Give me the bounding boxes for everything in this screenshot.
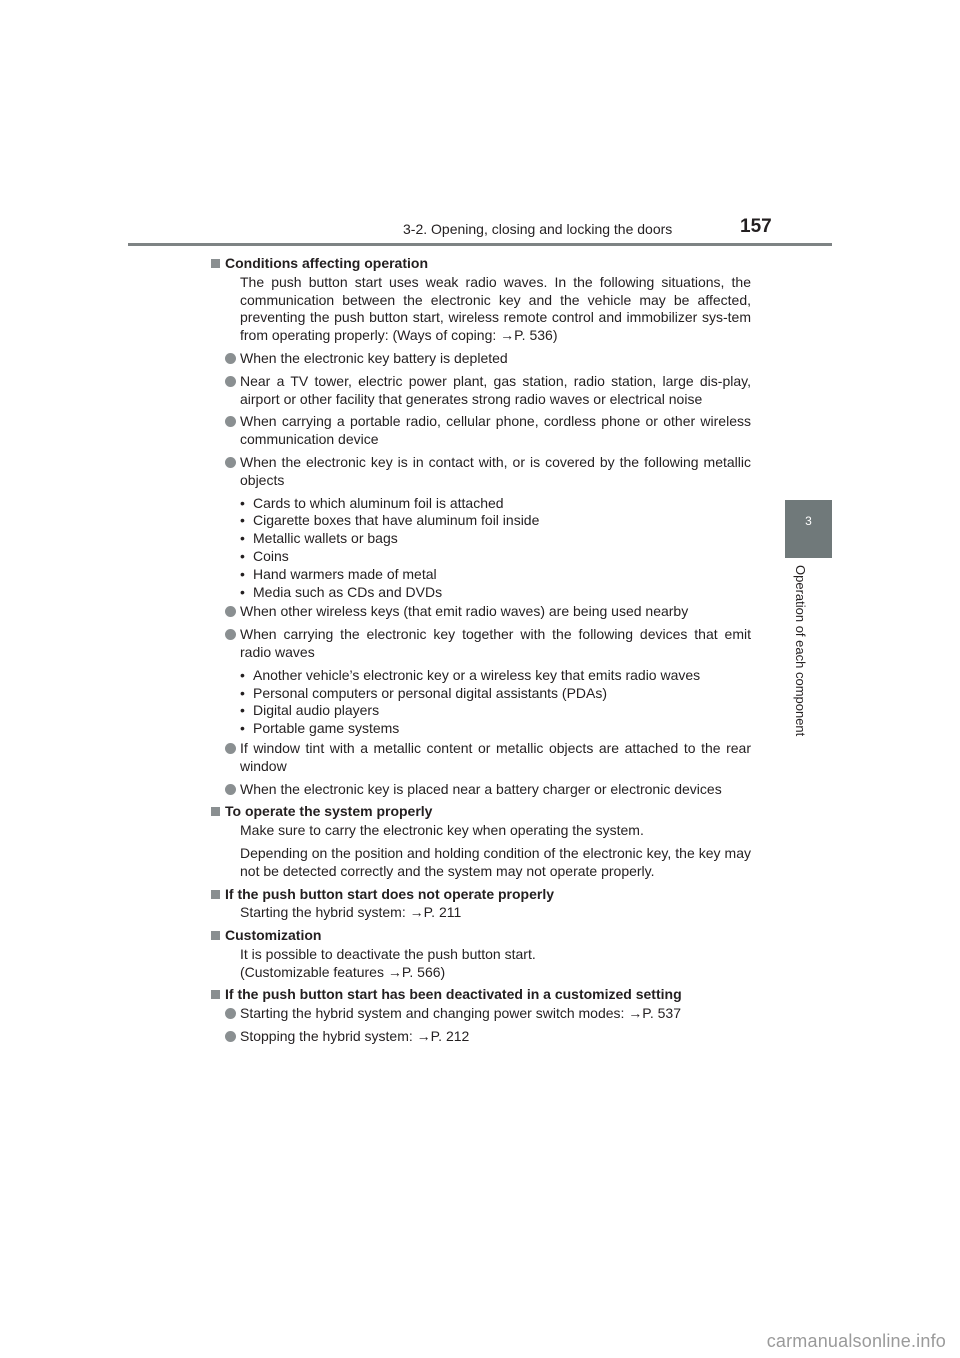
circle-bullet-icon xyxy=(225,457,236,468)
section-heading-text: Conditions affecting operation xyxy=(225,255,428,271)
section-heading-text: If the push button start has been deactivated in a customized setting xyxy=(225,986,682,1003)
body-paragraph: Depending on the position and holding condition of the electronic key, the key may not be detected correctly and the system may not operate properly. xyxy=(240,844,751,879)
square-bullet-icon xyxy=(211,807,220,816)
bullet-text: If window tint with a metallic content or metallic objects are attached to the rear window xyxy=(240,739,751,774)
sub-list-item: • Portable game systems xyxy=(240,720,751,738)
section-heading xyxy=(211,803,751,821)
sub-list-item: • Digital audio players xyxy=(240,702,751,720)
section-heading xyxy=(211,255,751,273)
header-rule xyxy=(128,243,832,246)
square-bullet-icon xyxy=(211,890,220,899)
bullet-item xyxy=(211,1028,751,1046)
sub-list-item: • Personal computers or personal digital assistants (PDAs) xyxy=(240,685,751,703)
sub-list xyxy=(211,495,751,602)
chapter-tab-number: 3 xyxy=(805,514,812,528)
circle-bullet-icon xyxy=(225,1008,236,1019)
bullet-item xyxy=(211,1005,751,1023)
bullet-item xyxy=(211,350,751,368)
bullet-text: When the electronic key is in contact with, or is covered by the following metallic objects xyxy=(240,453,751,488)
sub-list-item: • Media such as CDs and DVDs xyxy=(240,584,751,602)
sub-list-item: • Cards to which aluminum foil is attached xyxy=(240,495,751,513)
bullet-text: When other wireless keys (that emit radio waves) are being used nearby xyxy=(240,603,689,620)
square-bullet-icon xyxy=(211,931,220,940)
page-number: 157 xyxy=(740,216,772,237)
bullet-text: When the electronic key is placed near a battery charger or electronic devices xyxy=(240,780,722,797)
circle-bullet-icon xyxy=(225,743,236,754)
sub-list-item: • Hand warmers made of metal xyxy=(240,566,751,584)
body-paragraph: The push button start uses weak radio waves. In the following situations, the communication between the electronic key and the vehicle may be affected, preventing the push button start, wireless remote control and immobilizer sys-tem from operating properly: (Ways of coping: →P. 536) xyxy=(240,273,751,344)
section-heading-text: To operate the system properly xyxy=(225,803,433,820)
square-bullet-icon xyxy=(211,259,220,268)
bullet-text: Stopping the hybrid system: →P. 212 xyxy=(240,1028,470,1045)
section-heading-text: Customization xyxy=(225,927,322,944)
square-bullet-icon xyxy=(211,990,220,999)
sub-list-item: • Coins xyxy=(240,548,751,566)
sub-list xyxy=(211,667,751,738)
chapter-side-label: Operation of each component xyxy=(793,565,808,737)
bullet-item xyxy=(211,413,751,449)
watermark: carmanualsonline.info xyxy=(766,1331,946,1351)
sub-list-item: • Metallic wallets or bags xyxy=(240,530,751,548)
bullet-item xyxy=(211,603,751,621)
bullet-item xyxy=(211,454,751,490)
circle-bullet-icon xyxy=(225,629,236,640)
body-paragraph: It is possible to deactivate the push button start. (Customizable features →P. 566) xyxy=(240,945,536,980)
chapter-tab xyxy=(785,500,832,558)
bullet-item xyxy=(211,781,751,799)
circle-bullet-icon xyxy=(225,606,236,617)
circle-bullet-icon xyxy=(225,376,236,387)
sub-list-item: • Another vehicle’s electronic key or a wireless key that emits radio waves xyxy=(240,667,751,685)
bullet-item xyxy=(211,626,751,662)
circle-bullet-icon xyxy=(225,416,236,427)
circle-bullet-icon xyxy=(225,353,236,364)
section-heading xyxy=(211,986,751,1004)
bullet-text: Near a TV tower, electric power plant, gas station, radio station, large dis-play, airport or other facility that generates strong radio waves or electrical noise xyxy=(240,372,751,407)
bullet-text: When the electronic key battery is depleted xyxy=(240,349,508,366)
bullet-text: When carrying the electronic key together with the following devices that emit radio waves xyxy=(240,626,751,660)
bullet-text: Starting the hybrid system and changing power switch modes: →P. 537 xyxy=(240,1005,681,1022)
body-paragraph: Starting the hybrid system: →P. 211 xyxy=(240,904,462,921)
section-heading xyxy=(211,927,751,945)
circle-bullet-icon xyxy=(225,784,236,795)
body-paragraph: Make sure to carry the electronic key when operating the system. xyxy=(240,822,644,839)
bullet-item xyxy=(211,373,751,409)
section-title: 3-2. Opening, closing and locking the doors xyxy=(403,221,673,237)
bullet-text: When carrying a portable radio, cellular phone, cordless phone or other wireless communication device xyxy=(240,413,751,448)
circle-bullet-icon xyxy=(225,1031,236,1042)
section-heading-text: If the push button start does not operate properly xyxy=(225,885,555,902)
sub-list-item: • Cigarette boxes that have aluminum foil inside xyxy=(240,512,751,530)
section-heading xyxy=(211,886,751,904)
bullet-item xyxy=(211,740,751,776)
page-content xyxy=(211,255,751,1051)
